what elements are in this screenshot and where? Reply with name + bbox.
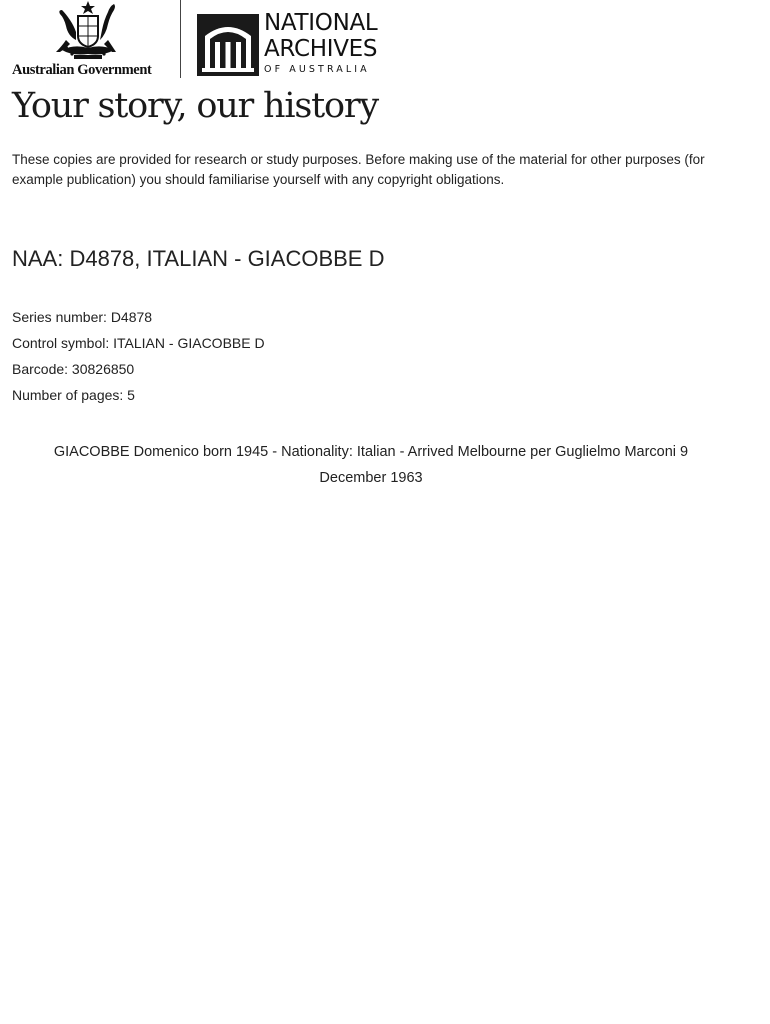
coat-of-arms-icon [48, 0, 128, 62]
copyright-disclaimer: These copies are provided for research or study purposes. Before making use of the material for other purposes (for example publication) you should familiarise yourself with any copyright obligations. [12, 152, 705, 187]
header-divider [180, 0, 181, 78]
national-archives-wordmark [264, 10, 377, 75]
barcode: Barcode: 30826850 [12, 361, 135, 377]
record-description: GIACOBBE Domenico born 1945 - Nationality: Italian - Arrived Melbourne per Guglielmo Marconi 9 December 1963 [53, 444, 689, 486]
page-header [12, 0, 402, 82]
record-metadata [12, 304, 265, 408]
australian-government-label: Australian Government [12, 62, 152, 78]
series-number: Series number: D4878 [12, 309, 153, 325]
record-title: NAA: D4878, ITALIAN - GIACOBBE D [12, 246, 385, 271]
national-archives-logo-icon [197, 14, 259, 81]
tagline: Your story, our history [12, 86, 378, 126]
australian-government-crest [12, 0, 164, 80]
control-symbol: Control symbol: ITALIAN - GIACOBBE D [12, 335, 265, 351]
naa-wordmark-line1: NATIONAL [264, 10, 378, 36]
naa-wordmark-line2: ARCHIVES [264, 36, 378, 62]
page-count: Number of pages: 5 [12, 387, 135, 403]
naa-wordmark-line3: OF AUSTRALIA [264, 64, 370, 75]
